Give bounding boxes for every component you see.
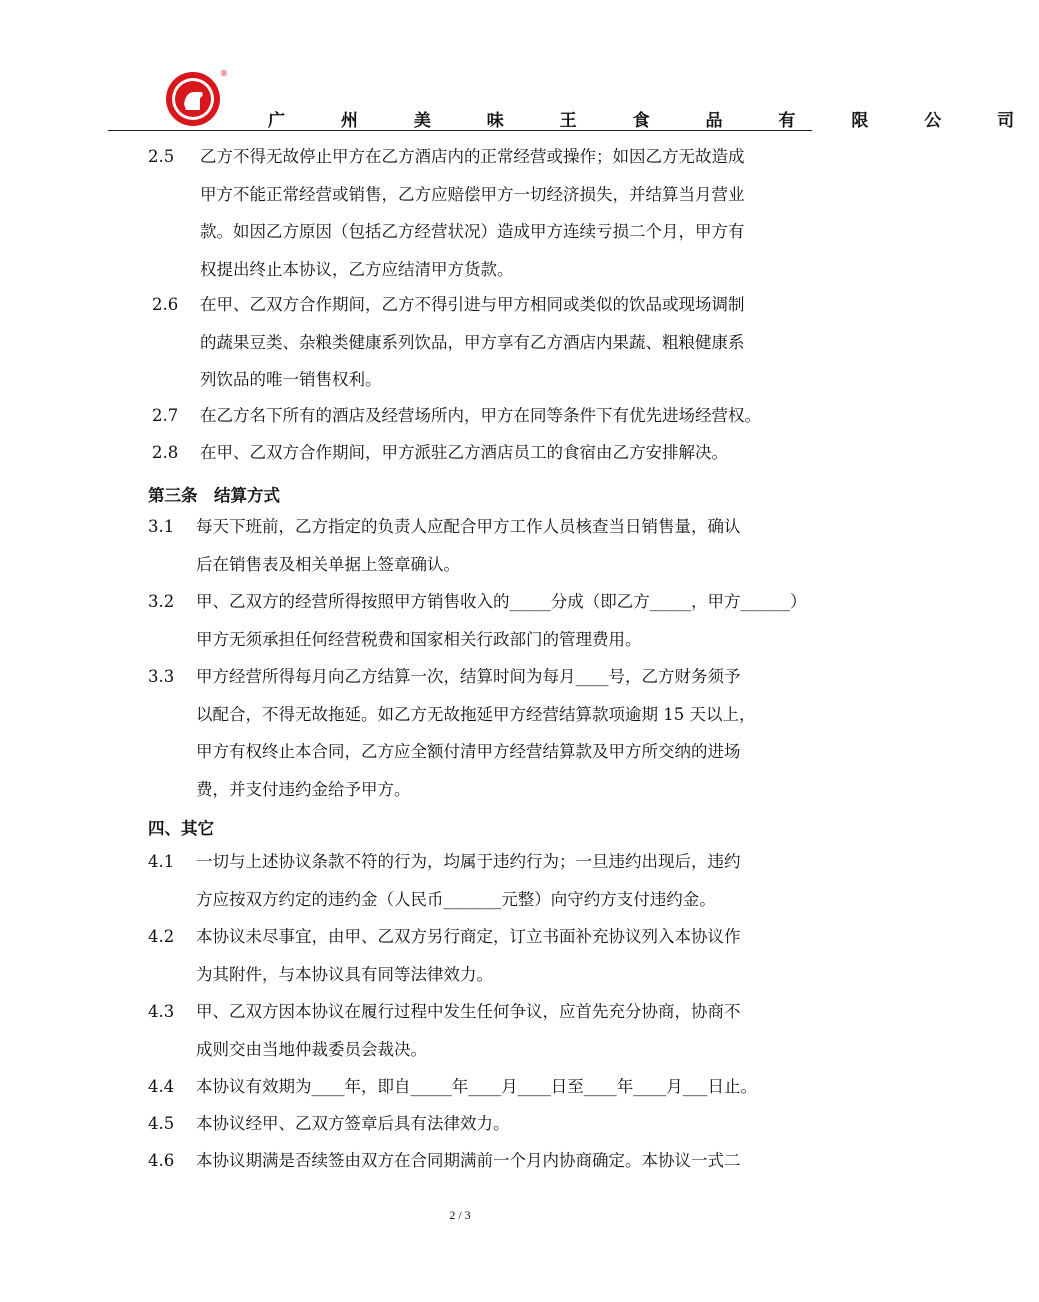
clause-number: 2.8 bbox=[152, 443, 179, 462]
clause-line: 甲、乙双方的经营所得按照甲方销售收入的_____分成（即乙方_____，甲方______） bbox=[196, 592, 807, 611]
clause-number: 3.3 bbox=[148, 667, 175, 686]
clause-line: 费，并支付违约金给予甲方。 bbox=[196, 779, 411, 799]
clause-line: 本协议经甲、乙双方签章后具有法律效力。 bbox=[196, 1114, 510, 1133]
clause-line: 甲方有权终止本合同，乙方应全额付清甲方经营结算款及甲方所交纳的进场 bbox=[196, 742, 741, 761]
clause-line: 每天下班前，乙方指定的负责人应配合甲方工作人员核查当日销售量，确认 bbox=[196, 517, 741, 536]
clause-line: 甲方无须承担任何经营税费和国家相关行政部门的管理费用。 bbox=[196, 629, 642, 649]
clause-line: 列饮品的唯一销售权利。 bbox=[200, 370, 382, 389]
clause-number: 3.2 bbox=[148, 592, 175, 611]
header-rule bbox=[108, 130, 812, 131]
clause-line: 为其附件，与本协议具有同等法律效力。 bbox=[196, 964, 493, 984]
clause-line: 甲、乙双方因本协议在履行过程中发生任何争议，应首先充分协商，协商不 bbox=[196, 1002, 741, 1021]
company-name: 广 州 美 味 王 食 品 有 限 公 司 bbox=[268, 111, 1039, 131]
clause-line: 以配合，不得无故拖延。如乙方无故拖延甲方经营结算款项逾期 15 天以上， bbox=[196, 704, 756, 724]
clause-line: 款。如因乙方原因（包括乙方经营状况）造成甲方连续亏损二个月，甲方有 bbox=[200, 222, 745, 241]
clause-line: 后在销售表及相关单据上签章确认。 bbox=[196, 554, 460, 574]
company-logo bbox=[164, 66, 226, 128]
clause-number: 2.5 bbox=[148, 147, 175, 166]
clause-line: 本协议期满是否续签由双方在合同期满前一个月内协商确定。本协议一式二 bbox=[196, 1151, 741, 1170]
clause-number: 4.4 bbox=[148, 1077, 175, 1096]
clause-number: 2.6 bbox=[152, 295, 179, 314]
clause-line: 甲方经营所得每月向乙方结算一次，结算时间为每月____号，乙方财务须予 bbox=[196, 667, 741, 686]
clause-line: 的蔬果豆类、杂粮类健康系列饮品，甲方享有乙方酒店内果蔬、粗粮健康系 bbox=[200, 332, 745, 352]
section-heading-4: 四、其它 bbox=[148, 819, 214, 838]
clause-line: 在乙方名下所有的酒店及经营场所内，甲方在同等条件下有优先进场经营权。 bbox=[200, 406, 761, 425]
section-heading-3: 第三条 结算方式 bbox=[148, 486, 280, 505]
clause-line: 本协议未尽事宜，由甲、乙双方另行商定，订立书面补充协议列入本协议作 bbox=[196, 927, 741, 946]
page-number: 2 / 3 bbox=[449, 1208, 471, 1222]
clause-line: 方应按双方约定的违约金（人民币_______元整）向守约方支付违约金。 bbox=[196, 889, 716, 909]
clause-line: 甲方不能正常经营或销售，乙方应赔偿甲方一切经济损失，并结算当月营业 bbox=[200, 184, 745, 204]
svg-text:®: ® bbox=[220, 69, 228, 78]
clause-number: 4.2 bbox=[148, 927, 175, 946]
clause-line: 在甲、乙双方合作期间，乙方不得引进与甲方相同或类似的饮品或现场调制 bbox=[200, 295, 745, 314]
clause-line: 权提出终止本协议，乙方应结清甲方货款。 bbox=[200, 259, 514, 279]
page-header bbox=[108, 60, 1039, 132]
clause-number: 4.3 bbox=[148, 1002, 175, 1021]
svg-text:搜食: 搜食 bbox=[185, 83, 205, 93]
clause-number: 2.7 bbox=[152, 406, 179, 425]
clause-number: 4.5 bbox=[148, 1114, 175, 1133]
clause-line: 成则交由当地仲裁委员会裁决。 bbox=[196, 1039, 427, 1059]
clause-line: 在甲、乙双方合作期间，甲方派驻乙方酒店员工的食宿由乙方安排解决。 bbox=[200, 443, 728, 462]
clause-number: 3.1 bbox=[148, 517, 175, 536]
clause-line: 乙方不得无故停止甲方在乙方酒店内的正常经营或操作；如因乙方无故造成 bbox=[200, 147, 745, 166]
clause-number: 4.6 bbox=[148, 1151, 175, 1170]
clause-line: 本协议有效期为____年，即自_____年____月____日至____年____月___日止。 bbox=[196, 1077, 757, 1096]
clause-number: 4.1 bbox=[148, 852, 175, 871]
clause-line: 一切与上述协议条款不符的行为，均属于违约行为；一旦违约出现后，违约 bbox=[196, 852, 741, 871]
